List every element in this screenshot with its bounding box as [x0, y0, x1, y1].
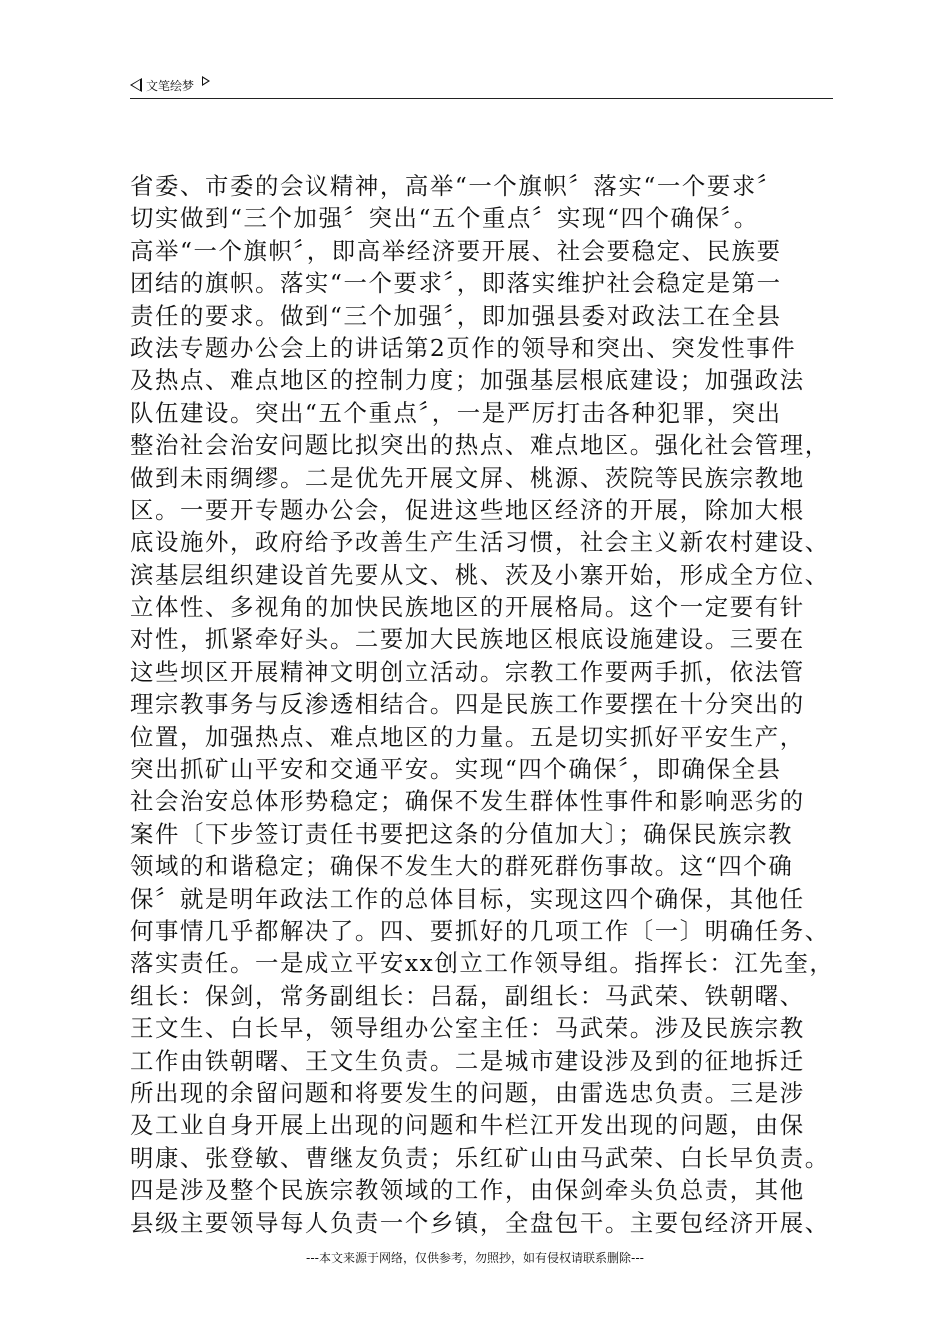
footer-disclaimer: ---本文来源于网络，仅供参考，勿照抄，如有侵权请联系删除--- — [306, 1251, 644, 1265]
text-line: 这些坝区开展精神文明创立活动。宗教工作要两手抓，依法管 — [130, 657, 805, 686]
text-line: 做到未雨绸缪。二是优先开展文屏、桃源、茨院等民族宗教地 — [130, 463, 805, 492]
document-body — [130, 170, 836, 1239]
triangle-right-icon — [202, 76, 210, 86]
text-line: 案件〔下步签订责任书要把这条的分值加大〕；确保民族宗教 — [130, 819, 794, 848]
text-line: 政法专题办公会上的讲话第2页作的领导和突出、突发性事件 — [130, 333, 797, 362]
text-line: 团结的旗帜。落实“一个要求〞，即落实维护社会稳定是第一 — [130, 269, 782, 298]
text-line: 滨基层组织建设首先要从文、桃、茨及小寨开始，形成全方位、 — [130, 560, 830, 589]
text-line: 及工业自身开展上出现的问题和牛栏江开发出现的问题，由保 — [130, 1111, 805, 1140]
text-line: 组长：保剑，常务副组长：吕磊，副组长：马武荣、铁朝曙、 — [130, 981, 805, 1010]
text-line: 何事情几乎都解决了。四、要抓好的几项工作〔一〕明确任务、 — [130, 916, 830, 945]
text-line: 县级主要领导每人负责一个乡镇，全盘包干。主要包经济开展、 — [130, 1208, 830, 1237]
text-line: 底设施外，政府给予改善生产生活习惯，社会主义新农村建设、 — [130, 528, 830, 557]
text-line: 切实做到“三个加强〞突出“五个重点〞实现“四个确保〞。 — [130, 204, 759, 233]
text-line: 明康、张登敏、曹继友负责；乐红矿山由马武荣、白长早负责。 — [130, 1143, 830, 1172]
header-bar — [130, 76, 833, 94]
text-line: 整治社会治安问题比拟突出的热点、难点地区。强化社会管理， — [130, 431, 830, 460]
text-line: 省委、市委的会议精神，高举“一个旗帜〞落实“一个要求〞 — [130, 172, 782, 200]
text-line: 高举“一个旗帜〞，即高举经济要开展、社会要稳定、民族要 — [130, 236, 782, 265]
text-line: 位置，加强热点、难点地区的力量。五是切实抓好平安生产， — [130, 722, 805, 751]
text-line: 落实责任。一是成立平安xx创立工作领导组。指挥长：江先奎， — [130, 949, 835, 978]
text-line: 领域的和谐稳定；确保不发生大的群死群伤事故。这“四个确 — [130, 852, 794, 881]
text-line: 及热点、难点地区的控制力度；加强基层根底建设；加强政法 — [130, 366, 805, 395]
page-header — [130, 76, 833, 99]
text-line: 理宗教事务与反渗透相结合。四是民族工作要摆在十分突出的 — [130, 690, 805, 719]
text-line: 所出现的余留问题和将要发生的问题，由雷选忠负责。三是涉 — [130, 1078, 805, 1107]
triangle-left-icon — [130, 78, 142, 92]
text-line: 立体性、多视角的加快民族地区的开展格局。这个一定要有针 — [130, 593, 805, 622]
text-line: 责任的要求。做到“三个加强〞，即加强县委对政法工在全县 — [130, 301, 782, 330]
text-line: 四是涉及整个民族宗教领域的工作，由保剑牵头负总责，其他 — [130, 1176, 805, 1205]
text-line: 突出抓矿山平安和交通平安。实现“四个确保〞，即确保全县 — [130, 755, 782, 784]
text-line: 王文生、白长早，领导组办公室主任：马武荣。涉及民族宗教 — [130, 1014, 805, 1043]
text-line: 队伍建设。突出“五个重点〞，一是严厉打击各种犯罪，突出 — [130, 398, 782, 427]
header-title: 文笔绘梦 — [146, 78, 195, 93]
text-line: 保〞就是明年政法工作的总体目标，实现这四个确保，其他任 — [130, 884, 805, 913]
text-line: 工作由铁朝曙、王文生负责。二是城市建设涉及到的征地拆迁 — [130, 1046, 805, 1075]
text-line: 社会治安总体形势稳定；确保不发生群体性事件和影响恶劣的 — [130, 787, 805, 816]
text-line: 对性，抓紧牵好头。二要加大民族地区根底设施建设。三要在 — [130, 625, 805, 654]
text-line: 区。一要开专题办公会，促进这些地区经济的开展，除加大根 — [130, 495, 805, 524]
